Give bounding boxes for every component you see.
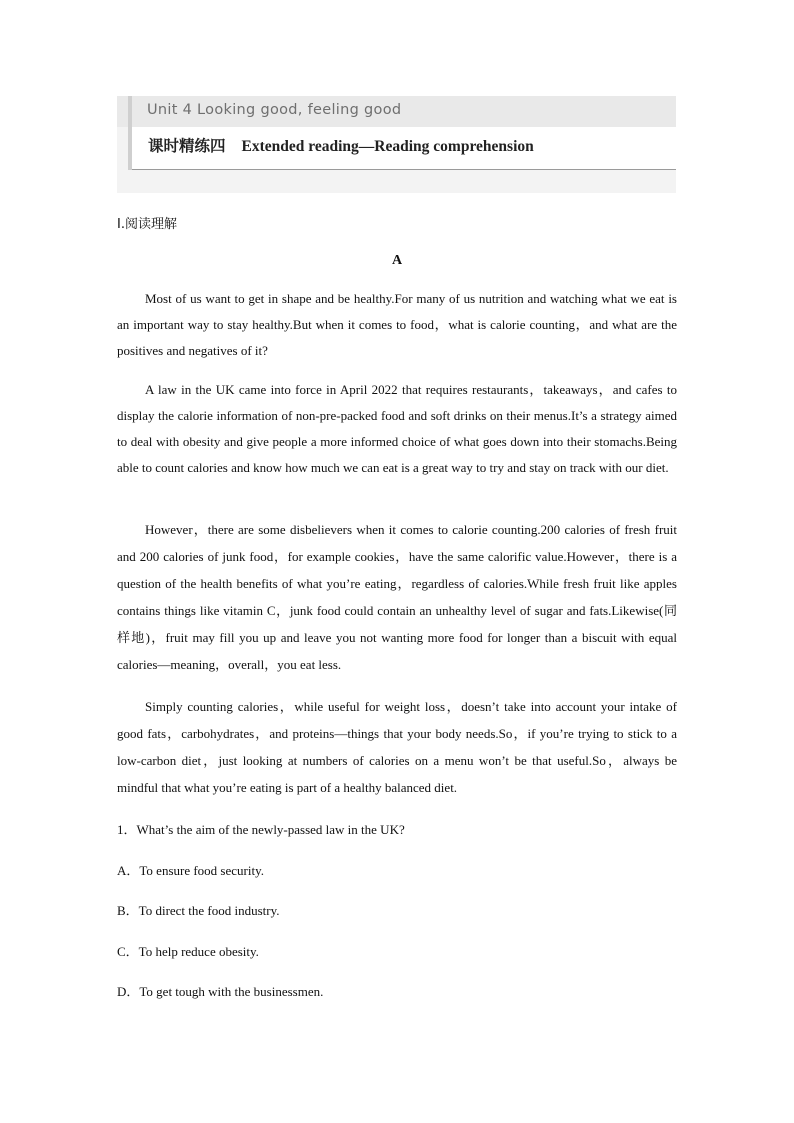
passage-label: A bbox=[391, 253, 403, 268]
option-d: D．To get tough with the businessmen. bbox=[117, 984, 324, 999]
header-divider bbox=[132, 169, 676, 170]
section-heading: Ⅰ.阅读理解 bbox=[117, 217, 177, 232]
lesson-title bbox=[148, 134, 534, 156]
passage-paragraph-4: Simply counting calories，while useful for weight loss，doesn’t take into account your intake of good fats，carbohydrates，and proteins—things that your body needs.So，if you’re trying to stick to a low-carbon diet，just looking at numbers of calories on a menu won’t be that useful.So，always be mindful that what you’re eating is part of a healthy balanced diet. bbox=[117, 699, 677, 795]
option-c: C．To help reduce obesity. bbox=[117, 944, 259, 959]
unit-title: Unit 4 Looking good, feeling good bbox=[147, 102, 402, 118]
passage-paragraph-2: A law in the UK came into force in April 2022 that requires restaurants，takeaways，and cafes to display the calorie information of non-pre-packed food and soft drinks on their menus.It’s a strategy aimed to deal with obesity and give people a more informed choice of what goes down into their stomachs.Being able to count calories and know how much we can eat is a great way to try and stay on track with our diet. bbox=[117, 382, 677, 475]
passage-paragraph-3: However，there are some disbelievers when it comes to calorie counting.200 calories of fresh fruit and 200 calories of junk food，for example cookies，have the same calorific value.However，there is a question of the health benefits of what you’re eating，regardless of calories.While fresh fruit like apples contains things like vitamin C，junk food could contain an unhealthy level of sugar and fats.Likewise(同样地)，fruit may fill you up and leave you not wanting more food for longer than a biscuit with equal calories—meaning，overall，you eat less. bbox=[117, 522, 677, 672]
question-stem: 1．What’s the aim of the newly-passed law in the UK? bbox=[117, 822, 405, 837]
lesson-label: 课时精练四 bbox=[148, 138, 226, 155]
option-a: A．To ensure food security. bbox=[117, 863, 264, 878]
option-b: B．To direct the food industry. bbox=[117, 903, 280, 918]
lesson-topic: Extended reading—Reading comprehension bbox=[241, 138, 534, 155]
passage-paragraph-1: Most of us want to get in shape and be healthy.For many of us nutrition and watching what we eat is an important way to stay healthy.But when it comes to food，what is calorie counting，and what are the positives and negatives of it? bbox=[117, 291, 677, 358]
worksheet-header bbox=[117, 96, 676, 193]
